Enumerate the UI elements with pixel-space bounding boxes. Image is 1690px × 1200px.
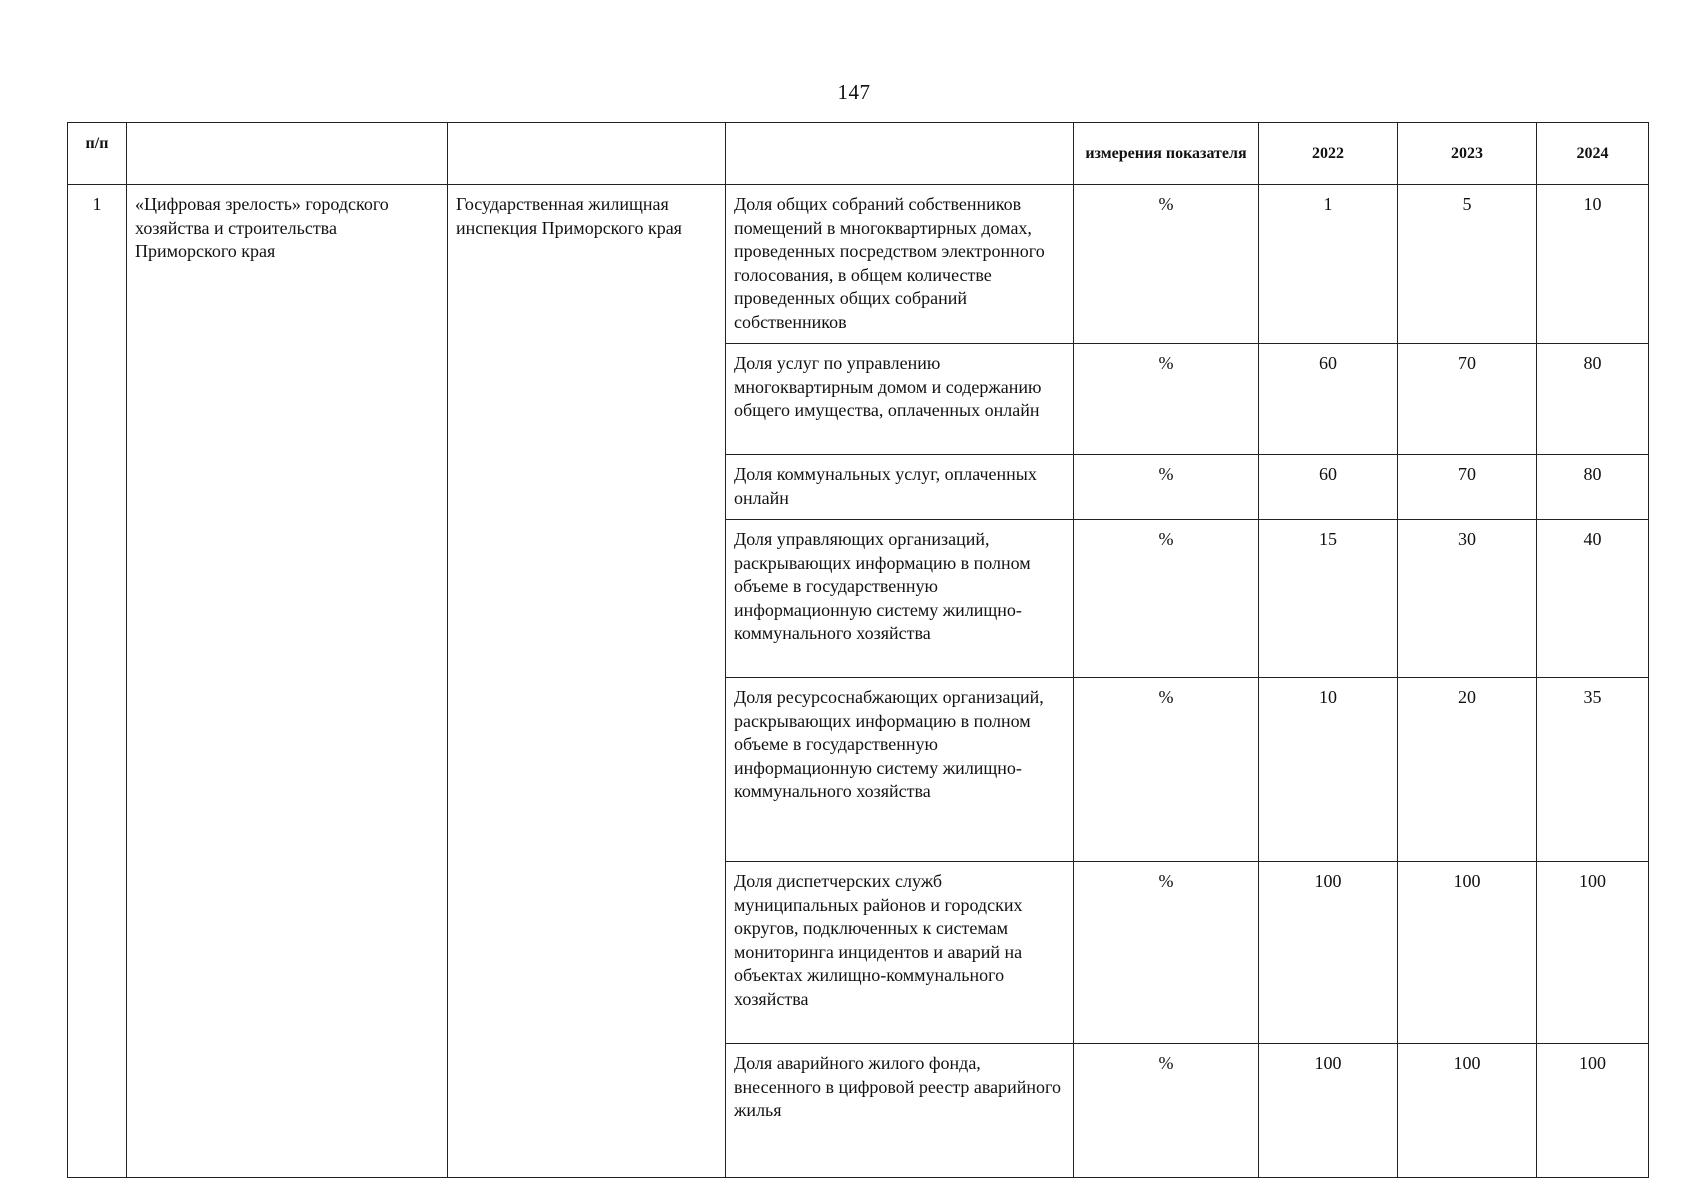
header-year-2024: 2024 <box>1537 123 1649 185</box>
value-2022: 100 <box>1259 862 1398 1044</box>
value-2022: 10 <box>1259 678 1398 862</box>
value-2023: 30 <box>1398 520 1537 678</box>
value-2023: 100 <box>1398 862 1537 1044</box>
value-2024: 80 <box>1537 344 1649 455</box>
header-unit: измерения показателя <box>1074 123 1259 185</box>
indicator-name: Доля аварийного жилого фонда, внесенного в цифровой реестр аварийного жилья <box>726 1044 1074 1178</box>
value-2024: 10 <box>1537 185 1649 344</box>
header-year-2022: 2022 <box>1259 123 1398 185</box>
unit-cell: % <box>1074 455 1259 520</box>
unit-cell: % <box>1074 344 1259 455</box>
header-num: п/п <box>68 123 127 185</box>
value-2023: 100 <box>1398 1044 1537 1178</box>
unit-cell: % <box>1074 862 1259 1044</box>
agency-name: Государственная жилищная инспекция Приморского края <box>448 185 726 1178</box>
value-2022: 15 <box>1259 520 1398 678</box>
unit-cell: % <box>1074 678 1259 862</box>
value-2024: 40 <box>1537 520 1649 678</box>
value-2022: 1 <box>1259 185 1398 344</box>
indicator-name: Доля ресурсоснабжающих организаций, раскрывающих информацию в полном объеме в государственную информационную систему жилищно-коммунального хозяйства <box>726 678 1074 862</box>
value-2024: 100 <box>1537 862 1649 1044</box>
project-name: «Цифровая зрелость» городского хозяйства и строительства Приморского края <box>127 185 448 1178</box>
value-2024: 100 <box>1537 1044 1649 1178</box>
value-2024: 35 <box>1537 678 1649 862</box>
value-2022: 60 <box>1259 455 1398 520</box>
value-2023: 5 <box>1398 185 1537 344</box>
value-2023: 20 <box>1398 678 1537 862</box>
value-2022: 60 <box>1259 344 1398 455</box>
unit-cell: % <box>1074 185 1259 344</box>
table-row <box>68 185 1649 344</box>
page-number: 147 <box>837 80 871 104</box>
value-2023: 70 <box>1398 455 1537 520</box>
indicator-name: Доля общих собраний собственников помещений в многоквартирных домах, проведенных посредством электронного голосования, в общем количестве проведенных общих собраний собственников <box>726 185 1074 344</box>
table-header-row <box>68 123 1649 185</box>
value-2024: 80 <box>1537 455 1649 520</box>
row-number: 1 <box>68 185 127 1178</box>
value-2022: 100 <box>1259 1044 1398 1178</box>
value-2023: 70 <box>1398 344 1537 455</box>
header-agency <box>448 123 726 185</box>
indicator-name: Доля услуг по управлению многоквартирным домом и содержанию общего имущества, оплаченных онлайн <box>726 344 1074 455</box>
indicator-name: Доля диспетчерских служб муниципальных районов и городских округов, подключенных к системам мониторинга инцидентов и аварий на объектах жилищно-коммунального хозяйства <box>726 862 1074 1044</box>
unit-cell: % <box>1074 520 1259 678</box>
unit-cell: % <box>1074 1044 1259 1178</box>
indicators-table <box>67 122 1649 1178</box>
indicator-name: Доля коммунальных услуг, оплаченных онлайн <box>726 455 1074 520</box>
indicator-name: Доля управляющих организаций, раскрывающих информацию в полном объеме в государственную информационную систему жилищно-коммунального хозяйства <box>726 520 1074 678</box>
header-indicator <box>726 123 1074 185</box>
header-year-2023: 2023 <box>1398 123 1537 185</box>
header-project <box>127 123 448 185</box>
